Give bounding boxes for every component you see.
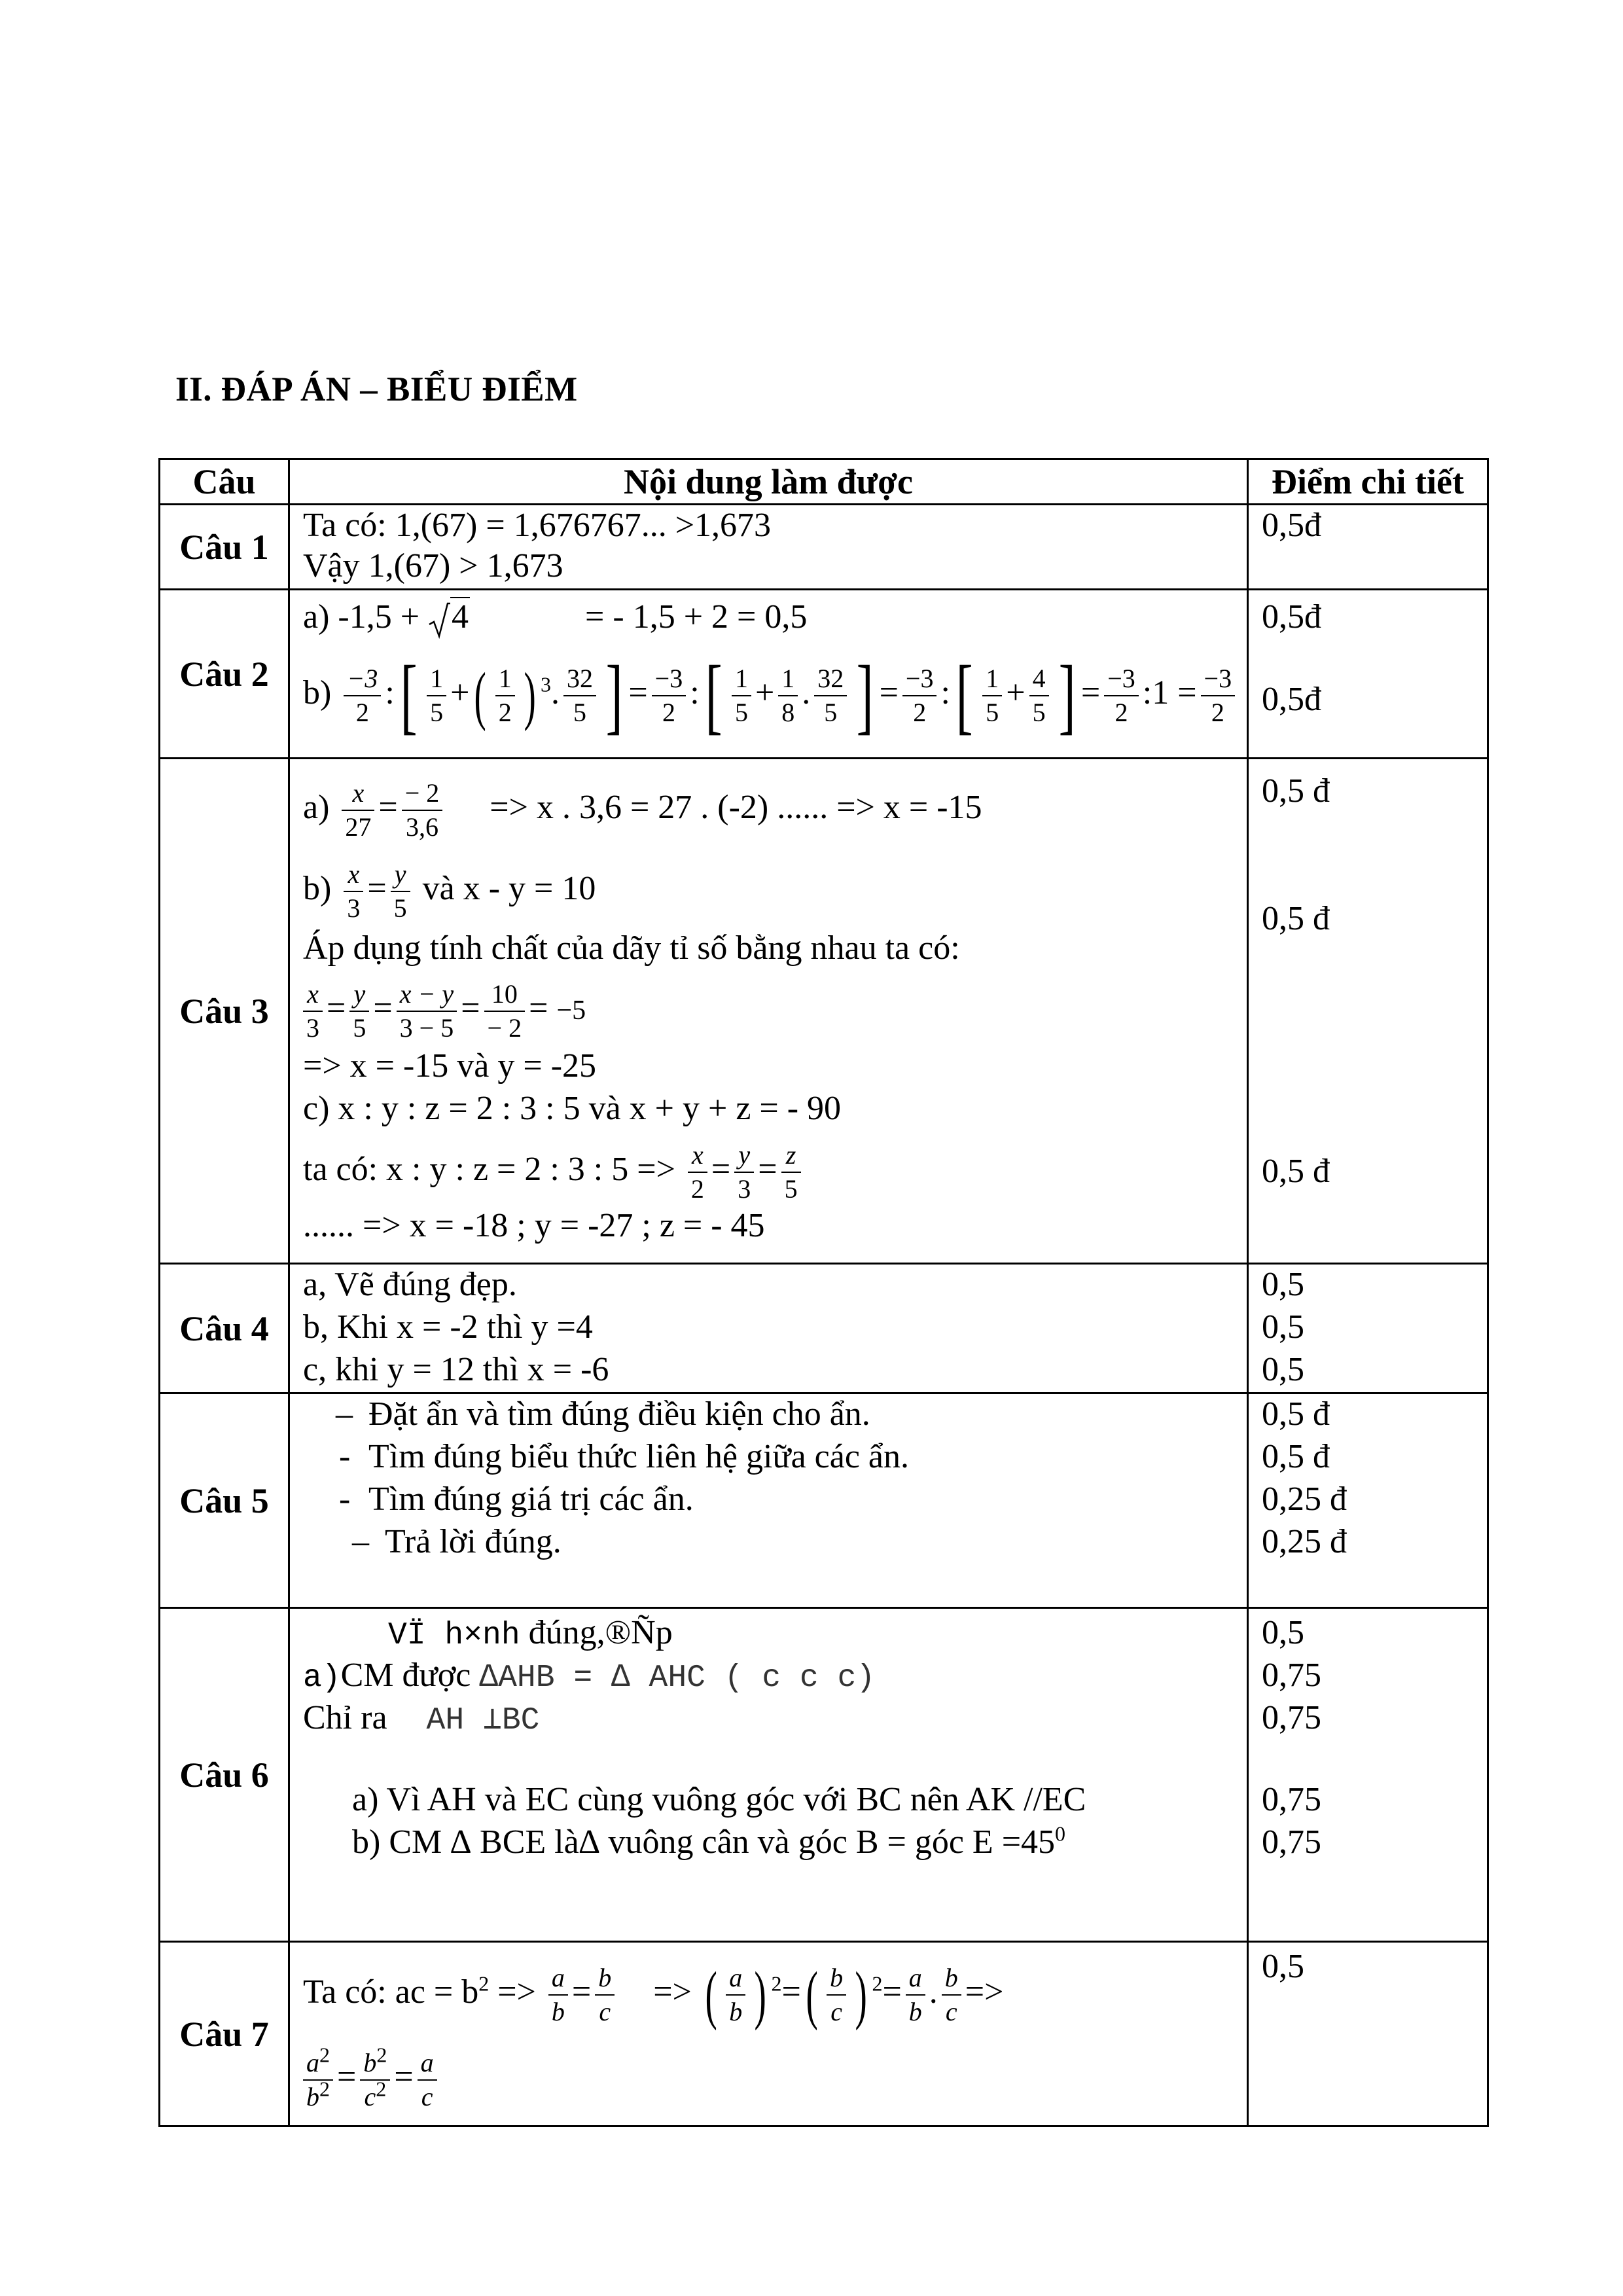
content-line: a) Vì AH và EC cùng vuông góc với BC nên AK //EC <box>352 1781 1086 1818</box>
list-item: - Tìm đúng giá trị các ẩn. <box>339 1480 694 1518</box>
fraction: $\frac{-3}{2}$ <box>1104 662 1139 729</box>
right-paren: ) <box>855 1958 867 2032</box>
points-value: 0,5 đ <box>1262 1395 1330 1433</box>
question-label: Câu 1 <box>160 505 289 590</box>
fraction: $\frac{b^2}{c^2}$ <box>360 2047 390 2113</box>
table-row <box>160 1393 1488 1608</box>
operator: + <box>1006 674 1026 711</box>
fraction: $\frac{32}{5}$ <box>563 662 596 729</box>
table-row <box>160 759 1488 1264</box>
answer-content <box>289 1608 1248 1942</box>
operator: = <box>1080 674 1101 711</box>
left-paren: ( <box>806 1958 818 2032</box>
question-label: Câu 4 <box>160 1264 289 1393</box>
fraction: $\frac{-3}{2}$ <box>902 662 937 729</box>
table-row <box>160 505 1488 590</box>
points-value: 0,5 đ <box>1262 772 1330 810</box>
right-bracket: ] <box>1058 649 1076 744</box>
content-line: Ta có: 1,(67) = 1,676767... >1,673 <box>303 507 772 544</box>
points-cell <box>1248 590 1488 759</box>
question-label: Câu 6 <box>160 1608 289 1942</box>
question-label: Câu 7 <box>160 1942 289 2126</box>
points-value: 0,75 <box>1262 1823 1321 1861</box>
content-line: a)CM được ∆AHB = ∆ AHC ( c c c) <box>303 1657 876 1696</box>
fraction: $\frac{a}{b}$ <box>906 1962 925 2028</box>
content-line: $\frac{a^2}{b^2}$ = $\frac{b^2}{c^2}$ = $\frac{a}{c}$ <box>303 2038 1247 2117</box>
fraction: $\frac{y}{5}$ <box>349 978 369 1045</box>
fraction: $\frac{x}{2}$ <box>688 1139 707 1206</box>
fraction: $\frac{y}{5}$ <box>391 858 410 925</box>
header-points: Điểm chi tiết <box>1248 459 1488 505</box>
operator: . <box>802 674 811 711</box>
content-line: ta có: x : y : z = 2 : 3 : 5 => $\frac{x}{2}$ = $\frac{y}{3}$ = $\frac{z}{5}$ <box>303 1131 1247 1208</box>
content-line: c, khi y = 12 thì x = -6 <box>303 1351 609 1388</box>
fraction: $\frac{-3}{2}$ <box>344 662 381 729</box>
points-cell <box>1248 1264 1488 1393</box>
left-paren: ( <box>474 659 487 732</box>
content-line: b) $\frac{x}{3}$ = $\frac{y}{5}$ và x - y = 10 <box>303 850 1247 928</box>
right-paren: ) <box>524 659 536 732</box>
part-b-prefix: b) <box>303 870 332 907</box>
fraction: $\frac{x - y}{3 - 5}$ <box>397 978 457 1045</box>
points-value: 0,5 đ <box>1262 1153 1330 1190</box>
content-line: $\frac{x}{3}$ = $\frac{y}{5}$ = $\frac{x - y}{3 - 5}$ = $\frac{10}{- 2}$ = −5 <box>303 971 1247 1046</box>
content-line: Chỉ ra AH ⊥BC <box>303 1699 540 1738</box>
points-value: 0,25 đ <box>1262 1480 1347 1518</box>
operator: = <box>879 674 899 711</box>
fraction: $\frac{32}{5}$ <box>814 662 847 729</box>
content-line: => x = -15 và y = -25 <box>303 1047 597 1085</box>
left-bracket: [ <box>400 649 418 744</box>
answer-content <box>289 1942 1248 2126</box>
points-cell <box>1248 759 1488 1264</box>
operator: = <box>628 674 648 711</box>
fraction: $\frac{x}{3}$ <box>344 858 363 925</box>
fraction: $\frac{1}{5}$ <box>732 662 751 729</box>
left-paren: ( <box>705 1958 717 2032</box>
operator: : <box>940 674 950 711</box>
fraction: $\frac{x}{27}$ <box>342 777 374 844</box>
answer-content <box>289 590 1248 759</box>
answer-content <box>289 1393 1248 1608</box>
header-cau: Câu <box>160 459 289 505</box>
points-cell <box>1248 505 1488 590</box>
left-bracket: [ <box>955 649 973 744</box>
points-cell <box>1248 1608 1488 1942</box>
section-title: II. ĐÁP ÁN – BIỂU ĐIỂM <box>175 370 578 408</box>
operator: : <box>690 674 700 711</box>
content-line: Vậy 1,(67) > 1,673 <box>303 547 563 584</box>
list-item: - Tìm đúng biểu thức liên hệ giữa các ẩn. <box>339 1438 909 1475</box>
fraction: $\frac{1}{8}$ <box>778 662 798 729</box>
fraction: $\frac{b}{c}$ <box>595 1962 615 2028</box>
points-value: 0,75 <box>1262 1699 1321 1736</box>
answer-content <box>289 759 1248 1264</box>
fraction: $\frac{- 2}{3,6}$ <box>402 777 443 844</box>
points-value: 0,25 đ <box>1262 1523 1347 1560</box>
points-value: 0,5đ <box>1262 507 1321 544</box>
fraction: $\frac{4}{5}$ <box>1029 662 1049 729</box>
points-value: 0,5đ <box>1262 681 1321 718</box>
fraction: $\frac{a^2}{b^2}$ <box>303 2047 333 2113</box>
content-line: c) x : y : z = 2 : 3 : 5 và x + y + z = - 90 <box>303 1090 842 1127</box>
question-label: Câu 5 <box>160 1393 289 1608</box>
content-line: Áp dụng tính chất của dãy tỉ số bằng nhau ta có: <box>303 929 960 967</box>
content-line <box>303 594 1247 644</box>
exponent: 3 <box>541 672 552 696</box>
right-paren: ) <box>754 1958 767 2032</box>
part-a-result: = - 1,5 + 2 = 0,5 <box>585 598 808 636</box>
fraction: $\frac{1}{5}$ <box>427 662 446 729</box>
content-line: ...... => x = -18 ; y = -27 ; z = - 45 <box>303 1207 765 1244</box>
answer-content <box>289 1264 1248 1393</box>
part-a-result: => x . 3,6 = 27 . (-2) ...... => x = -15 <box>490 789 982 826</box>
list-item: – Đặt ẩn và tìm đúng điều kiện cho ẩn. <box>336 1395 870 1433</box>
table-row <box>160 1608 1488 1942</box>
content-line: VÏ h×nh đúng,®Ñp <box>388 1614 673 1653</box>
table-row <box>160 1942 1488 2126</box>
spacer <box>1262 1740 1487 1780</box>
left-bracket: [ <box>705 649 722 744</box>
fraction: $\frac{b}{c}$ <box>827 1962 846 2028</box>
table-header-row <box>160 459 1488 505</box>
part-c-prefix: ta có: x : y : z = 2 : 3 : 5 => <box>303 1151 675 1188</box>
spacer <box>303 1740 1247 1780</box>
points-value: 0,5đ <box>1262 598 1321 636</box>
operator: : <box>385 674 395 711</box>
points-cell <box>1248 1393 1488 1608</box>
content-line: b) CM ∆ BCE là∆ vuông cân và góc B = góc $E =45^0$ <box>352 1821 1066 1861</box>
right-bracket: ] <box>856 649 874 744</box>
chain-result: −5 <box>556 996 586 1026</box>
fraction: $\frac{10}{- 2}$ <box>484 978 526 1045</box>
points-value: 0,5 <box>1262 1614 1304 1651</box>
operator: :1 = <box>1142 674 1197 711</box>
fraction: $\frac{a}{b}$ <box>548 1962 568 2028</box>
header-content: Nội dung làm được <box>289 459 1248 505</box>
content-line: b, Khi x = -2 thì y =4 <box>303 1308 593 1346</box>
points-value: 0,5 đ <box>1262 1438 1330 1475</box>
fraction: $\frac{y}{3}$ <box>734 1139 754 1206</box>
table-row <box>160 1264 1488 1393</box>
question-label: Câu 3 <box>160 759 289 1264</box>
content-line: a) $\frac{x}{27}$ = $\frac{- 2}{3,6}$ => x . 3,6 = 27 . (-2) ...... => x = -15 <box>303 766 1247 850</box>
points-value: 0,75 <box>1262 1781 1321 1818</box>
content-line: Ta có: ac = $b^2$ => $\frac{a}{b}$ = $\frac{b}{c}$ => ( $\frac{a}{b}$ ) $^2$=( $\frac{b}{c}$ ) $^2$= $\frac{a}{b}$ . $\frac{b}{c}$ => <box>303 1958 1004 2032</box>
answer-content <box>289 505 1248 590</box>
content-line: a, Vẽ đúng đẹp. <box>303 1266 517 1303</box>
list-item: – Trả lời đúng. <box>352 1523 562 1560</box>
fraction: $\frac{1}{2}$ <box>495 662 515 729</box>
operator: + <box>755 674 775 711</box>
points-value: 0,5 <box>1262 1948 1304 1985</box>
fraction: $\frac{-3}{2}$ <box>652 662 687 729</box>
sqrt-value: 4 <box>452 598 469 636</box>
fraction: $\frac{b}{c}$ <box>942 1962 961 2028</box>
points-value: 0,5 <box>1262 1308 1304 1346</box>
points-cell <box>1248 1942 1488 2126</box>
fraction: $\frac{1}{5}$ <box>982 662 1002 729</box>
points-value: 0,5 đ <box>1262 900 1330 937</box>
fraction: $\frac{x}{3}$ <box>303 978 323 1045</box>
fraction: $\frac{z}{5}$ <box>781 1139 801 1206</box>
part-b-prefix: b) <box>303 674 332 711</box>
question-label: Câu 2 <box>160 590 289 759</box>
part-a-prefix: a) -1,5 + <box>303 598 429 636</box>
right-bracket: ] <box>605 649 623 744</box>
points-value: 0,75 <box>1262 1657 1321 1694</box>
content-line <box>303 644 1247 742</box>
answer-table <box>158 458 1489 2127</box>
fraction: $\frac{a}{b}$ <box>726 1962 745 2028</box>
table-row <box>160 590 1488 759</box>
fraction: $\frac{a}{c}$ <box>418 2047 437 2113</box>
points-value: 0,5 <box>1262 1266 1304 1303</box>
fraction: $\frac{-3}{2}$ <box>1201 662 1236 729</box>
part-b-condition: và x - y = 10 <box>422 870 596 907</box>
operator: + <box>450 674 470 711</box>
part-a-prefix: a) <box>303 789 330 826</box>
points-value: 0,5 <box>1262 1351 1304 1388</box>
operator: . <box>551 674 560 711</box>
sqrt-symbol <box>428 601 450 639</box>
